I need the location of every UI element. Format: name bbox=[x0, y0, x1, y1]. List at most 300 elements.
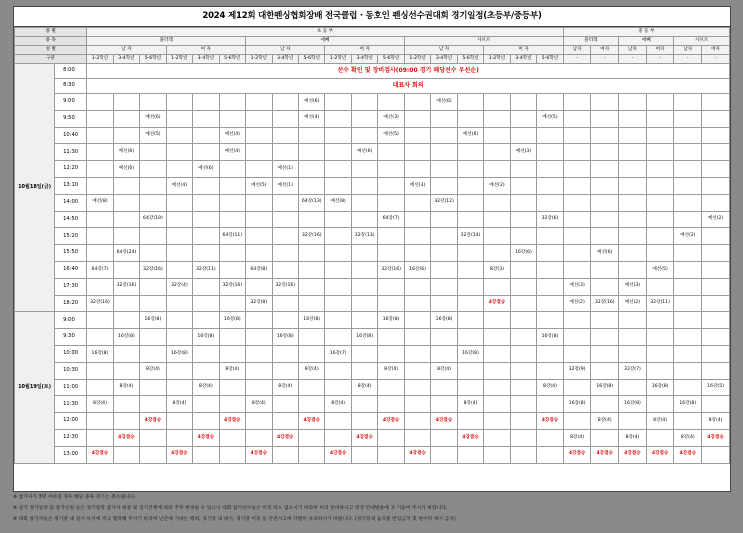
match-cell: 4강결승 bbox=[457, 429, 483, 446]
match-cell bbox=[619, 110, 647, 127]
grade-elem-11: 5-6학년 bbox=[378, 55, 404, 64]
match-cell bbox=[404, 228, 430, 245]
match-cell bbox=[140, 144, 166, 161]
match-cell bbox=[537, 94, 564, 111]
match-cell bbox=[272, 345, 298, 362]
match-cell bbox=[404, 345, 430, 362]
grade-mid-1: - bbox=[591, 55, 619, 64]
match-cell: 8강(4) bbox=[87, 396, 113, 413]
match-cell bbox=[674, 161, 702, 178]
match-cell bbox=[619, 329, 647, 346]
match-cell bbox=[166, 194, 192, 211]
match-cell bbox=[298, 329, 324, 346]
match-cell bbox=[378, 144, 404, 161]
grade-elem-10: 3-4학년 bbox=[351, 55, 377, 64]
match-cell bbox=[325, 245, 351, 262]
match-cell bbox=[702, 94, 730, 111]
match-cell bbox=[431, 396, 457, 413]
match-cell bbox=[619, 261, 647, 278]
match-cell: 8강(4) bbox=[646, 413, 674, 430]
match-cell: 8강(4) bbox=[431, 362, 457, 379]
time-cell: 9:50 bbox=[55, 110, 87, 127]
match-cell: 16강(8) bbox=[272, 329, 298, 346]
match-cell bbox=[246, 429, 272, 446]
event-mid-1: 에뻬 bbox=[619, 37, 674, 46]
match-cell: 예선(3) bbox=[619, 278, 647, 295]
match-cell bbox=[591, 194, 619, 211]
match-cell bbox=[674, 144, 702, 161]
match-cell: 4강결승 bbox=[351, 429, 377, 446]
match-cell bbox=[298, 127, 324, 144]
match-cell: 32강(14) bbox=[457, 228, 483, 245]
match-cell bbox=[378, 194, 404, 211]
match-cell bbox=[457, 446, 483, 463]
match-cell bbox=[591, 110, 619, 127]
grade-elem-8: 5-6학년 bbox=[298, 55, 324, 64]
division-label: 종 별 bbox=[15, 28, 87, 37]
gender-mid-1: 여자 bbox=[591, 46, 619, 55]
match-cell bbox=[591, 94, 619, 111]
match-cell bbox=[272, 228, 298, 245]
match-cell: 예선(2) bbox=[484, 177, 510, 194]
match-cell bbox=[537, 228, 564, 245]
match-cell bbox=[113, 312, 139, 329]
match-cell bbox=[619, 161, 647, 178]
match-cell bbox=[166, 362, 192, 379]
match-cell bbox=[646, 329, 674, 346]
match-cell: 예선(8) bbox=[87, 194, 113, 211]
match-cell bbox=[272, 127, 298, 144]
match-cell bbox=[325, 261, 351, 278]
match-cell: 32강(16) bbox=[140, 261, 166, 278]
match-cell: 8강(4) bbox=[219, 362, 245, 379]
match-cell bbox=[431, 295, 457, 312]
match-cell bbox=[166, 211, 192, 228]
schedule-row bbox=[15, 379, 730, 396]
match-cell bbox=[484, 127, 510, 144]
match-cell bbox=[404, 161, 430, 178]
match-cell bbox=[272, 211, 298, 228]
match-cell bbox=[325, 110, 351, 127]
match-cell: 4강결승 bbox=[87, 446, 113, 463]
match-cell bbox=[87, 144, 113, 161]
match-cell bbox=[619, 194, 647, 211]
match-cell: 8강(4) bbox=[591, 413, 619, 430]
match-cell bbox=[510, 362, 536, 379]
match-cell bbox=[219, 396, 245, 413]
time-cell: 12:20 bbox=[55, 161, 87, 178]
match-cell: 4강결승 bbox=[484, 295, 510, 312]
match-cell bbox=[219, 379, 245, 396]
match-cell: 32강(16) bbox=[87, 295, 113, 312]
match-cell bbox=[166, 94, 192, 111]
match-cell bbox=[113, 127, 139, 144]
match-cell bbox=[166, 413, 192, 430]
match-cell: 예선(4) bbox=[298, 110, 324, 127]
match-cell: 8강(4) bbox=[619, 429, 647, 446]
match-cell bbox=[431, 261, 457, 278]
match-cell: 64강(13) bbox=[298, 194, 324, 211]
match-cell bbox=[87, 161, 113, 178]
match-cell bbox=[404, 379, 430, 396]
match-cell: 32강(13) bbox=[351, 228, 377, 245]
grade-mid-2: - bbox=[619, 55, 647, 64]
match-cell bbox=[246, 345, 272, 362]
match-cell: 예선(4) bbox=[219, 127, 245, 144]
match-cell bbox=[298, 261, 324, 278]
match-cell bbox=[351, 396, 377, 413]
match-cell bbox=[193, 110, 219, 127]
match-cell: 8강(4) bbox=[378, 362, 404, 379]
match-cell bbox=[646, 110, 674, 127]
match-cell bbox=[563, 379, 591, 396]
event-label: 종 목 bbox=[15, 37, 87, 46]
match-cell bbox=[563, 127, 591, 144]
match-cell bbox=[193, 345, 219, 362]
match-cell bbox=[702, 177, 730, 194]
match-cell bbox=[674, 362, 702, 379]
match-cell bbox=[457, 110, 483, 127]
match-cell bbox=[113, 211, 139, 228]
match-cell bbox=[674, 329, 702, 346]
schedule-row bbox=[15, 362, 730, 379]
schedule-row bbox=[15, 94, 730, 111]
schedule-row bbox=[15, 295, 730, 312]
match-cell bbox=[166, 245, 192, 262]
time-cell: 11:30 bbox=[55, 144, 87, 161]
time-cell: 14:00 bbox=[55, 194, 87, 211]
match-cell: 8강(4) bbox=[563, 429, 591, 446]
match-cell: 32강(16) bbox=[219, 278, 245, 295]
match-cell bbox=[510, 379, 536, 396]
match-cell bbox=[378, 329, 404, 346]
match-cell bbox=[404, 295, 430, 312]
match-cell bbox=[298, 278, 324, 295]
note-line: ※ 상기 경기일정 및 참가인원 등은 경기일정 참가자 최종 및 경기진행에 따라 추후 변경될 수 있으니 대회 참가선수들은 미정 착오 없으시기 바라며 미리 준비하시고 항상 안내방송에 귀 기울여 주시기 바랍니다. bbox=[13, 506, 448, 511]
match-cell bbox=[591, 261, 619, 278]
match-cell bbox=[457, 362, 483, 379]
time-cell: 10:00 bbox=[55, 345, 87, 362]
match-cell bbox=[113, 413, 139, 430]
match-cell bbox=[404, 329, 430, 346]
match-cell bbox=[646, 177, 674, 194]
match-cell bbox=[431, 345, 457, 362]
match-cell: 예선(4) bbox=[166, 177, 192, 194]
match-cell: 32강(8) bbox=[246, 295, 272, 312]
match-cell bbox=[484, 211, 510, 228]
time-cell: 11:30 bbox=[55, 396, 87, 413]
match-cell: 예선(1) bbox=[272, 161, 298, 178]
match-cell bbox=[378, 177, 404, 194]
match-cell: 예선(3) bbox=[404, 177, 430, 194]
match-cell bbox=[431, 278, 457, 295]
schedule-row bbox=[15, 396, 730, 413]
match-cell bbox=[113, 110, 139, 127]
match-cell bbox=[351, 261, 377, 278]
match-cell bbox=[166, 379, 192, 396]
match-cell bbox=[219, 177, 245, 194]
match-cell bbox=[563, 261, 591, 278]
match-cell bbox=[272, 295, 298, 312]
match-cell: 예선(3) bbox=[378, 110, 404, 127]
match-cell bbox=[646, 362, 674, 379]
match-cell bbox=[193, 295, 219, 312]
match-cell: 16강(8) bbox=[431, 312, 457, 329]
match-cell bbox=[510, 194, 536, 211]
match-cell bbox=[166, 329, 192, 346]
match-cell bbox=[272, 245, 298, 262]
match-cell bbox=[272, 396, 298, 413]
match-cell bbox=[484, 161, 510, 178]
match-cell: 예선(5) bbox=[378, 127, 404, 144]
match-cell bbox=[431, 429, 457, 446]
match-cell bbox=[87, 177, 113, 194]
match-cell bbox=[166, 144, 192, 161]
match-cell bbox=[646, 228, 674, 245]
match-cell bbox=[619, 245, 647, 262]
match-cell bbox=[246, 278, 272, 295]
match-cell: 8강(4) bbox=[702, 413, 730, 430]
match-cell bbox=[325, 413, 351, 430]
match-cell bbox=[193, 362, 219, 379]
match-cell bbox=[87, 245, 113, 262]
match-cell bbox=[351, 177, 377, 194]
match-cell bbox=[702, 228, 730, 245]
schedule-row bbox=[15, 245, 730, 262]
match-cell bbox=[246, 379, 272, 396]
match-cell bbox=[674, 211, 702, 228]
match-cell bbox=[219, 429, 245, 446]
match-cell bbox=[484, 429, 510, 446]
match-cell bbox=[510, 345, 536, 362]
match-cell bbox=[563, 211, 591, 228]
match-cell bbox=[166, 228, 192, 245]
match-cell bbox=[646, 194, 674, 211]
gender-elem-3: 여 자 bbox=[325, 46, 404, 55]
time-cell: 16:40 bbox=[55, 261, 87, 278]
match-cell: 4강결승 bbox=[325, 446, 351, 463]
match-cell bbox=[431, 177, 457, 194]
match-cell bbox=[457, 194, 483, 211]
match-cell bbox=[591, 211, 619, 228]
match-cell bbox=[87, 329, 113, 346]
grade-elem-0: 1-2학년 bbox=[87, 55, 113, 64]
match-cell bbox=[537, 127, 564, 144]
match-cell bbox=[537, 245, 564, 262]
match-cell bbox=[378, 278, 404, 295]
match-cell bbox=[563, 110, 591, 127]
division-middle: 중 등 부 bbox=[563, 28, 729, 37]
match-cell bbox=[246, 194, 272, 211]
match-cell bbox=[193, 127, 219, 144]
match-cell: 16강(8) bbox=[563, 396, 591, 413]
gender-mid-4: 남자 bbox=[674, 46, 702, 55]
group-label: 구분 bbox=[15, 55, 87, 64]
match-cell bbox=[457, 261, 483, 278]
match-cell bbox=[113, 295, 139, 312]
match-cell: 64강(11) bbox=[219, 228, 245, 245]
match-cell: 16강(8) bbox=[166, 345, 192, 362]
match-cell: 16강(8) bbox=[351, 329, 377, 346]
match-cell bbox=[591, 127, 619, 144]
match-cell: 4강결승 bbox=[646, 446, 674, 463]
time-cell: 14:50 bbox=[55, 211, 87, 228]
time-cell: 10:30 bbox=[55, 362, 87, 379]
match-cell bbox=[325, 312, 351, 329]
match-cell bbox=[272, 362, 298, 379]
match-cell: 16강(8) bbox=[113, 329, 139, 346]
match-cell bbox=[510, 94, 536, 111]
match-cell bbox=[166, 312, 192, 329]
match-cell: 4강결승 bbox=[298, 413, 324, 430]
match-cell bbox=[272, 446, 298, 463]
match-cell bbox=[298, 379, 324, 396]
match-cell bbox=[219, 194, 245, 211]
match-cell: 4강결승 bbox=[246, 446, 272, 463]
match-cell bbox=[140, 177, 166, 194]
time-cell: 15:50 bbox=[55, 245, 87, 262]
match-cell bbox=[674, 261, 702, 278]
match-cell bbox=[246, 362, 272, 379]
match-cell bbox=[510, 278, 536, 295]
gender-label: 성 별 bbox=[15, 46, 87, 55]
schedule-row bbox=[15, 312, 730, 329]
match-cell bbox=[457, 144, 483, 161]
grade-elem-1: 3-4학년 bbox=[113, 55, 139, 64]
match-cell bbox=[646, 312, 674, 329]
match-cell: 4강결승 bbox=[619, 446, 647, 463]
match-cell bbox=[431, 446, 457, 463]
match-cell bbox=[193, 228, 219, 245]
match-cell bbox=[619, 345, 647, 362]
match-cell bbox=[298, 177, 324, 194]
match-cell bbox=[113, 177, 139, 194]
match-cell: 64강(7) bbox=[87, 261, 113, 278]
match-cell bbox=[702, 110, 730, 127]
match-cell bbox=[537, 345, 564, 362]
match-cell bbox=[510, 211, 536, 228]
schedule-row bbox=[15, 194, 730, 211]
match-cell: 예선(6) bbox=[457, 127, 483, 144]
match-cell bbox=[298, 429, 324, 446]
match-cell bbox=[537, 295, 564, 312]
grade-elem-2: 5-6학년 bbox=[140, 55, 166, 64]
match-cell bbox=[404, 211, 430, 228]
match-cell: 예선(6) bbox=[113, 161, 139, 178]
match-cell: 16강(8) bbox=[140, 312, 166, 329]
match-cell bbox=[378, 94, 404, 111]
match-cell bbox=[140, 161, 166, 178]
time-cell: 9:30 bbox=[55, 329, 87, 346]
time-cell: 11:00 bbox=[55, 379, 87, 396]
match-cell bbox=[140, 329, 166, 346]
match-cell bbox=[646, 94, 674, 111]
match-cell bbox=[484, 228, 510, 245]
match-cell bbox=[702, 396, 730, 413]
schedule-row bbox=[15, 144, 730, 161]
match-cell bbox=[619, 312, 647, 329]
match-cell bbox=[563, 94, 591, 111]
match-cell: 예선(6) bbox=[113, 144, 139, 161]
match-cell bbox=[219, 345, 245, 362]
match-cell bbox=[646, 245, 674, 262]
match-cell bbox=[113, 194, 139, 211]
match-cell: 16강(8) bbox=[457, 345, 483, 362]
match-cell bbox=[484, 413, 510, 430]
match-cell bbox=[591, 362, 619, 379]
match-cell bbox=[113, 396, 139, 413]
match-cell bbox=[457, 312, 483, 329]
match-cell bbox=[702, 312, 730, 329]
grade-elem-13: 3-4학년 bbox=[431, 55, 457, 64]
match-cell: 예선(1) bbox=[272, 177, 298, 194]
grade-mid-3: - bbox=[646, 55, 674, 64]
match-cell bbox=[140, 194, 166, 211]
match-cell bbox=[431, 245, 457, 262]
time-cell: 9:00 bbox=[55, 94, 87, 111]
match-cell: 64강(19) bbox=[140, 211, 166, 228]
match-cell bbox=[272, 194, 298, 211]
match-cell bbox=[404, 413, 430, 430]
gender-mid-0: 남자 bbox=[563, 46, 591, 55]
match-cell: 8강(4) bbox=[325, 396, 351, 413]
match-cell: 16강(8) bbox=[619, 396, 647, 413]
match-cell bbox=[113, 345, 139, 362]
event-elem-0: 플러레 bbox=[87, 37, 246, 46]
match-cell bbox=[87, 278, 113, 295]
match-cell bbox=[537, 278, 564, 295]
match-cell: 32강(11) bbox=[646, 295, 674, 312]
match-cell: 예선(2) bbox=[702, 211, 730, 228]
match-cell bbox=[140, 345, 166, 362]
match-cell bbox=[378, 446, 404, 463]
match-cell bbox=[431, 329, 457, 346]
match-cell: 16강(6) bbox=[404, 261, 430, 278]
match-cell: 예선(5) bbox=[646, 261, 674, 278]
match-cell bbox=[378, 245, 404, 262]
match-cell bbox=[404, 94, 430, 111]
match-cell bbox=[702, 362, 730, 379]
match-cell: 16강(7) bbox=[325, 345, 351, 362]
match-cell bbox=[246, 413, 272, 430]
match-cell bbox=[563, 228, 591, 245]
match-cell bbox=[457, 245, 483, 262]
gender-elem-4: 남 자 bbox=[404, 46, 483, 55]
match-cell bbox=[404, 144, 430, 161]
match-cell bbox=[619, 94, 647, 111]
match-cell bbox=[193, 245, 219, 262]
match-cell bbox=[193, 446, 219, 463]
match-cell: 4강결승 bbox=[272, 429, 298, 446]
match-cell bbox=[87, 379, 113, 396]
match-cell bbox=[457, 278, 483, 295]
division-elementary: 초 등 부 bbox=[87, 28, 564, 37]
match-cell bbox=[87, 110, 113, 127]
match-cell bbox=[166, 261, 192, 278]
match-cell: 32강(16) bbox=[272, 278, 298, 295]
date-cell: 10월18일(금) bbox=[15, 64, 55, 312]
match-cell: 16강(8) bbox=[537, 329, 564, 346]
match-cell bbox=[537, 312, 564, 329]
match-cell bbox=[591, 396, 619, 413]
match-cell bbox=[140, 429, 166, 446]
match-cell: 16강(5) bbox=[702, 379, 730, 396]
match-cell: 4강결승 bbox=[674, 446, 702, 463]
match-cell: 32강(16) bbox=[113, 278, 139, 295]
grade-elem-17: 5-6학년 bbox=[537, 55, 564, 64]
match-cell bbox=[674, 345, 702, 362]
match-cell bbox=[457, 211, 483, 228]
